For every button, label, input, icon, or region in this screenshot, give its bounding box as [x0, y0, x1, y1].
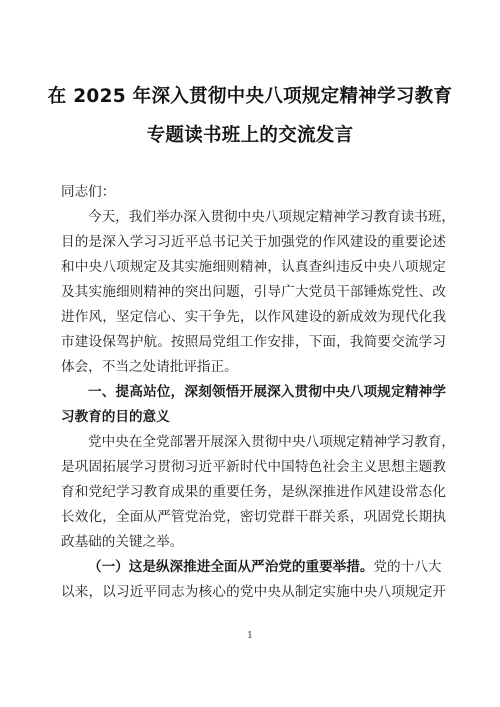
- paragraph-line: 进作风，坚定信心、实干争先，以作风建设的新成效为现代化我: [61, 309, 446, 325]
- paragraph-line: 目的是深入学习习近平总书记关于加强党的作风建设的重要论述: [61, 234, 446, 250]
- sub-heading: （一）这是纵深推进全面从严治党的重要举措。: [88, 559, 374, 575]
- section-heading: 一、提高站位，深刻领悟开展深入贯彻中央八项规定精神学: [88, 384, 446, 400]
- paragraph-line: 体会，不当之处请批评指正。: [61, 359, 238, 375]
- title-line-1: 在 2025 年深入贯彻中央八项规定精神学习教育: [47, 86, 453, 107]
- paragraph-line: 和中央八项规定及其实施细则精神，认真查纠违反中央八项规定: [61, 259, 446, 275]
- paragraph-line: 今天，我们举办深入贯彻中央八项规定精神学习教育读书班，: [88, 209, 456, 225]
- paragraph-line: 市建设保驾护航。按照局党组工作安排，下面，我简要交流学习: [61, 334, 446, 350]
- paragraph-line: 以来，以习近平同志为核心的党中央从制定实施中央八项规定开: [61, 584, 446, 600]
- paragraph-line: 政基础的关键之举。: [61, 534, 184, 550]
- sub-heading-line: [88, 557, 446, 577]
- page-number: 1: [247, 631, 253, 641]
- title-line-2: 专题读书班上的交流发言: [146, 125, 354, 146]
- paragraph-line: 党中央在全党部署开展深入贯彻中央八项规定精神学习教育，: [88, 434, 456, 450]
- paragraph-line: 育和党纪学习教育成果的重要任务，是纵深推进作风建设常态化: [61, 484, 446, 500]
- paragraph-line: 是巩固拓展学习贯彻习近平新时代中国特色社会主义思想主题教: [61, 459, 446, 475]
- paragraph-line: 长效化，全面从严管党治党，密切党群干群关系，巩固党长期执: [61, 509, 446, 525]
- salutation: 同志们：: [61, 184, 116, 200]
- section-heading: 习教育的目的意义: [61, 409, 170, 425]
- paragraph-line: 及其实施细则精神的突出问题，引导广大党员干部锤炼党性、改: [61, 284, 446, 300]
- sub-heading-continuation: 党的十八大: [373, 559, 442, 575]
